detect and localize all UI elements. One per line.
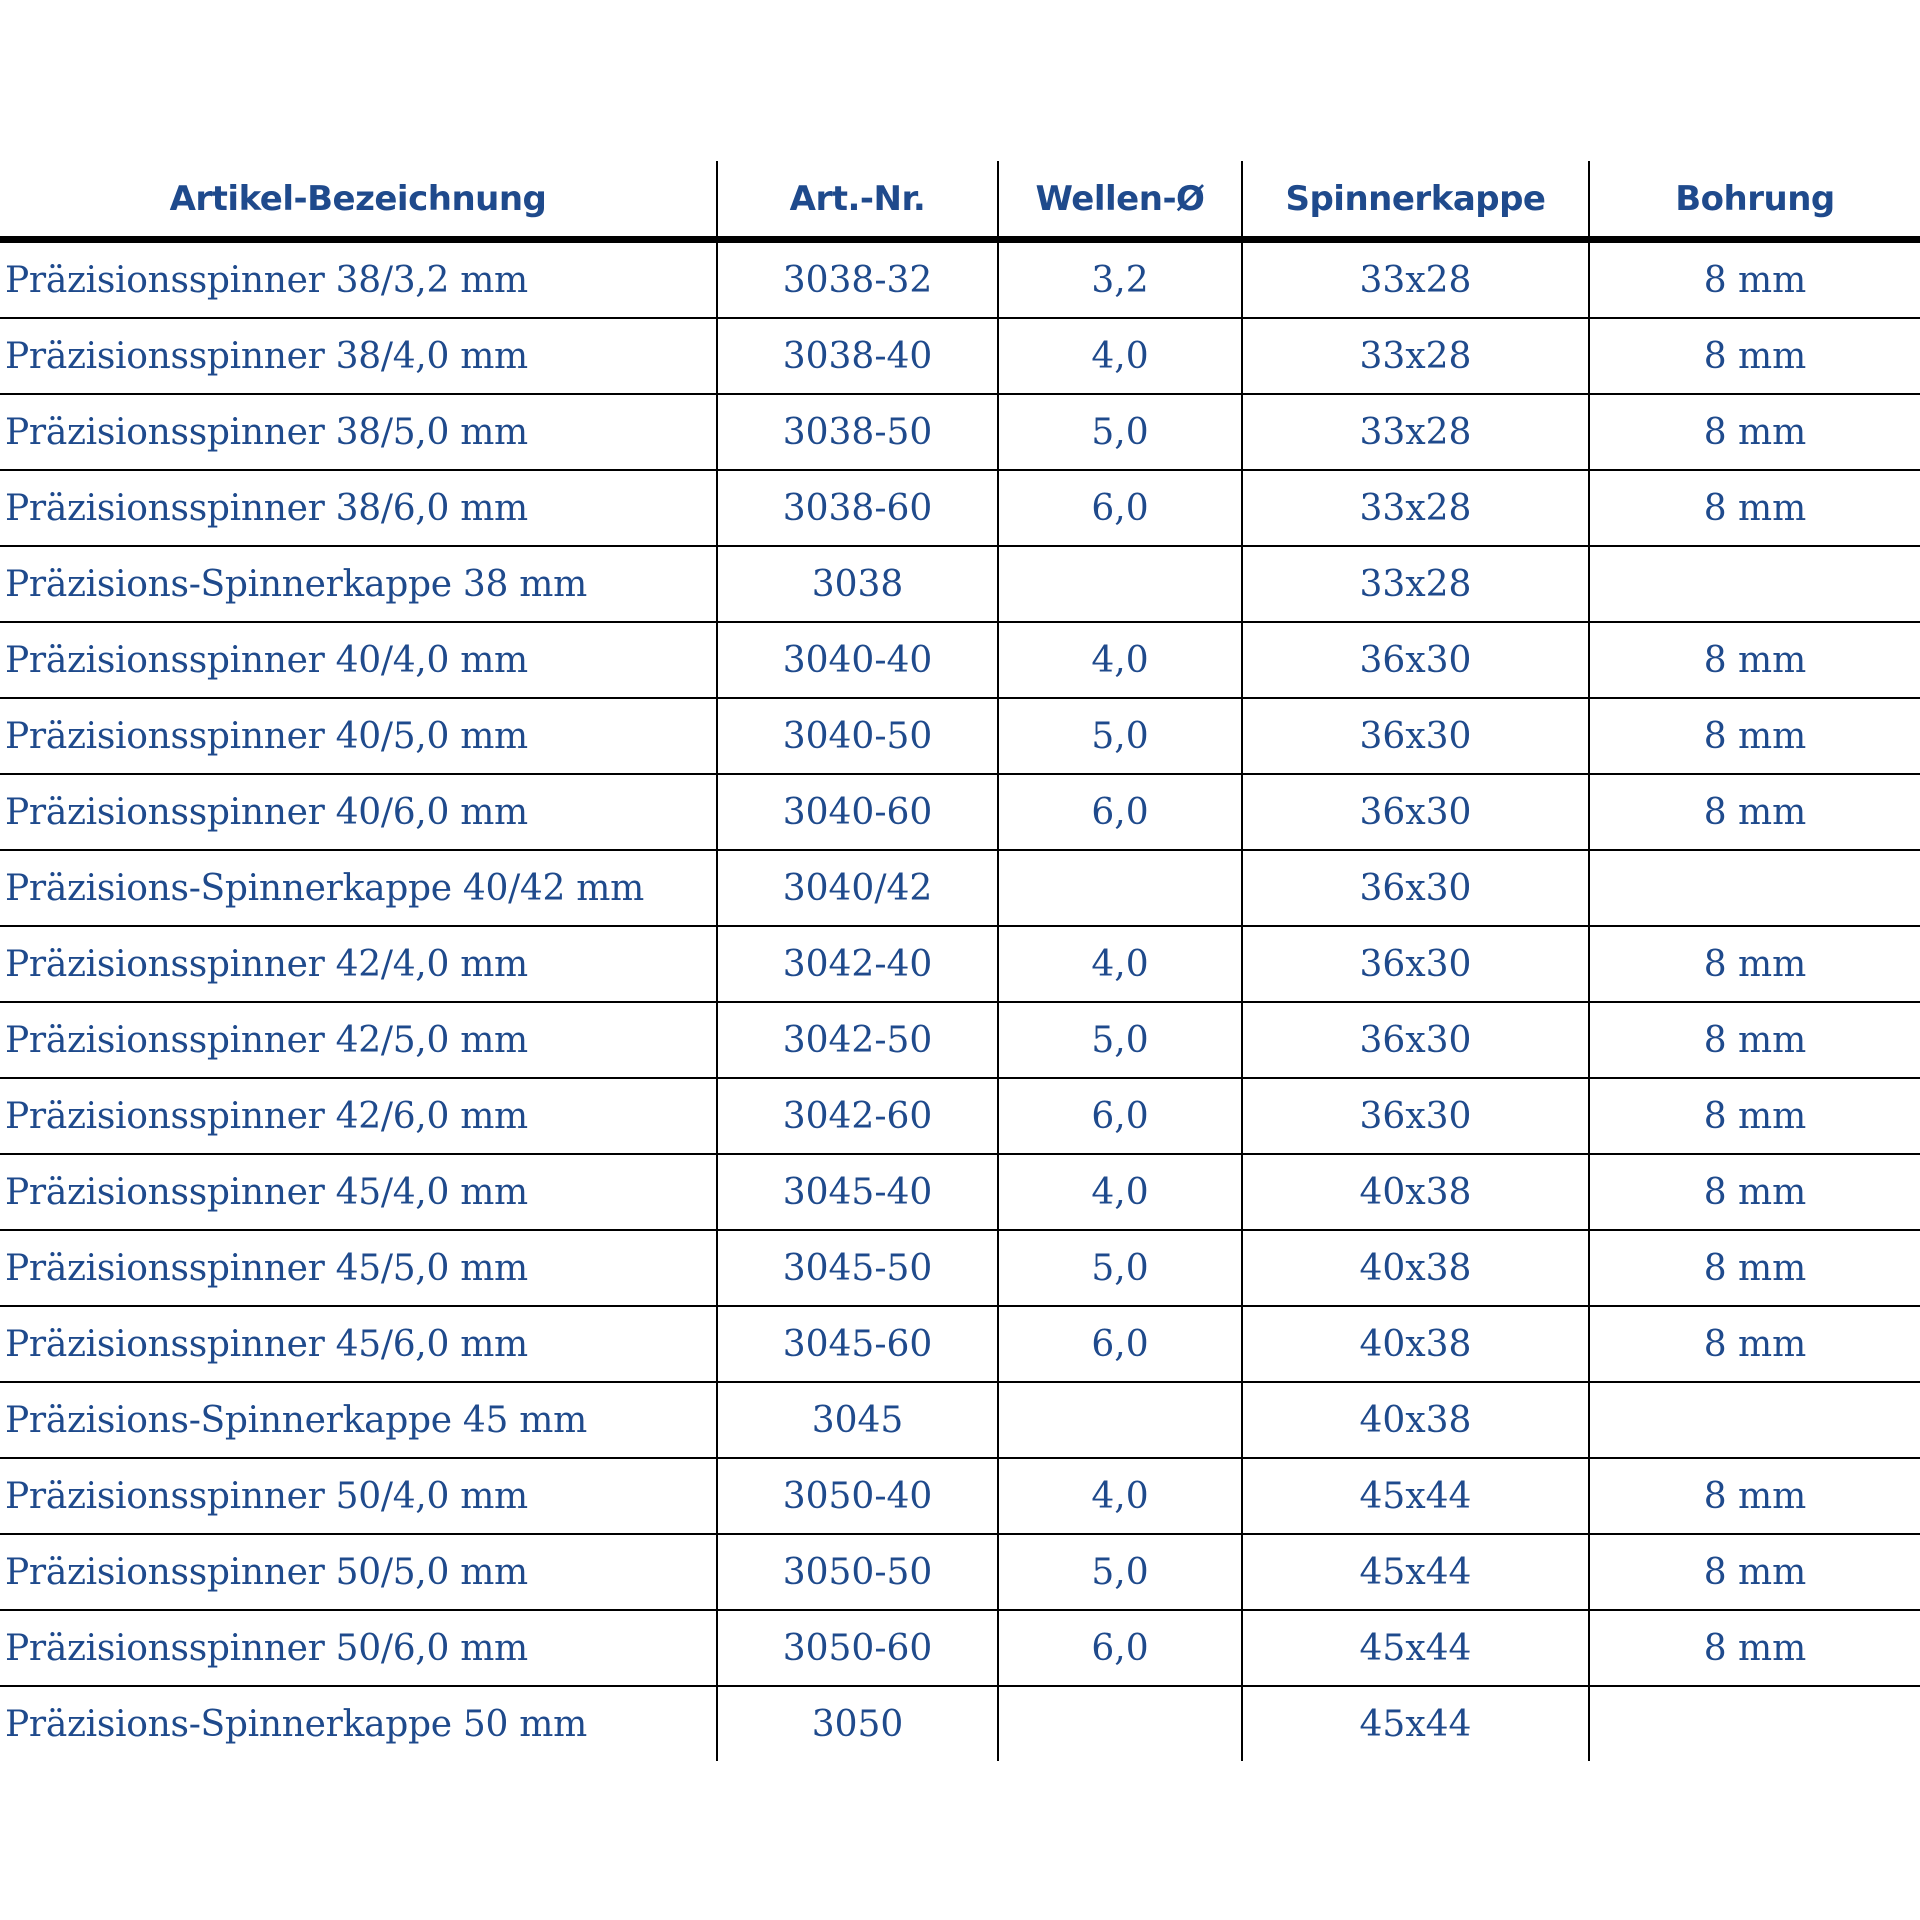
table-row [0,318,1920,394]
cell-spinner-cap: 33x28 [1242,318,1589,394]
table-row [0,1230,1920,1306]
cell-shaft-diameter: 5,0 [998,1534,1242,1610]
cell-article-name: Präzisionsspinner 38/4,0 mm [0,318,717,394]
header-article-number: Art.-Nr. [717,161,998,240]
cell-article-number: 3050-40 [717,1458,998,1534]
spinner-spec-table [0,161,1920,1761]
cell-spinner-cap: 45x44 [1242,1610,1589,1686]
cell-spinner-cap: 33x28 [1242,240,1589,319]
cell-article-name: Präzisionsspinner 38/5,0 mm [0,394,717,470]
cell-spinner-cap: 40x38 [1242,1306,1589,1382]
cell-article-name: Präzisionsspinner 45/5,0 mm [0,1230,717,1306]
cell-shaft-diameter: 5,0 [998,698,1242,774]
cell-bore: 8 mm [1589,1230,1920,1306]
cell-bore [1589,850,1920,926]
table-row [0,1306,1920,1382]
cell-bore: 8 mm [1589,1458,1920,1534]
cell-article-number: 3045-40 [717,1154,998,1230]
cell-bore: 8 mm [1589,774,1920,850]
header-row [0,161,1920,240]
cell-article-number: 3042-50 [717,1002,998,1078]
cell-spinner-cap: 36x30 [1242,850,1589,926]
cell-article-number: 3038-40 [717,318,998,394]
cell-article-number: 3050-60 [717,1610,998,1686]
cell-shaft-diameter [998,1382,1242,1458]
cell-spinner-cap: 33x28 [1242,394,1589,470]
cell-spinner-cap: 45x44 [1242,1686,1589,1761]
table-row [0,1686,1920,1761]
cell-shaft-diameter: 3,2 [998,240,1242,319]
table-row [0,926,1920,1002]
cell-bore: 8 mm [1589,1306,1920,1382]
cell-bore [1589,1686,1920,1761]
cell-article-name: Präzisionsspinner 42/4,0 mm [0,926,717,1002]
cell-article-number: 3050 [717,1686,998,1761]
cell-bore: 8 mm [1589,1002,1920,1078]
cell-shaft-diameter [998,1686,1242,1761]
cell-article-number: 3042-40 [717,926,998,1002]
cell-article-name: Präzisionsspinner 50/6,0 mm [0,1610,717,1686]
cell-article-number: 3040-40 [717,622,998,698]
table-row [0,546,1920,622]
cell-bore: 8 mm [1589,470,1920,546]
cell-article-number: 3040-60 [717,774,998,850]
table-row [0,622,1920,698]
table-row [0,1382,1920,1458]
cell-spinner-cap: 40x38 [1242,1154,1589,1230]
table-row [0,1154,1920,1230]
cell-article-name: Präzisions-Spinnerkappe 45 mm [0,1382,717,1458]
cell-spinner-cap: 45x44 [1242,1534,1589,1610]
table-body [0,240,1920,1762]
cell-bore: 8 mm [1589,318,1920,394]
table-row [0,240,1920,319]
cell-spinner-cap: 36x30 [1242,774,1589,850]
cell-article-name: Präzisions-Spinnerkappe 50 mm [0,1686,717,1761]
cell-spinner-cap: 40x38 [1242,1382,1589,1458]
header-spinner-cap: Spinnerkappe [1242,161,1589,240]
cell-bore: 8 mm [1589,926,1920,1002]
cell-article-number: 3050-50 [717,1534,998,1610]
cell-article-name: Präzisionsspinner 45/6,0 mm [0,1306,717,1382]
cell-article-number: 3038 [717,546,998,622]
cell-article-name: Präzisions-Spinnerkappe 38 mm [0,546,717,622]
cell-shaft-diameter: 5,0 [998,1230,1242,1306]
cell-article-name: Präzisionsspinner 42/6,0 mm [0,1078,717,1154]
cell-spinner-cap: 36x30 [1242,1002,1589,1078]
table-row [0,850,1920,926]
table-row [0,1534,1920,1610]
cell-shaft-diameter [998,546,1242,622]
cell-article-name: Präzisionsspinner 50/5,0 mm [0,1534,717,1610]
cell-spinner-cap: 36x30 [1242,622,1589,698]
cell-bore: 8 mm [1589,698,1920,774]
cell-article-name: Präzisionsspinner 40/5,0 mm [0,698,717,774]
cell-shaft-diameter: 6,0 [998,1078,1242,1154]
cell-article-number: 3045-50 [717,1230,998,1306]
table-row [0,394,1920,470]
cell-spinner-cap: 40x38 [1242,1230,1589,1306]
cell-article-name: Präzisions-Spinnerkappe 40/42 mm [0,850,717,926]
cell-bore: 8 mm [1589,1154,1920,1230]
cell-shaft-diameter: 6,0 [998,470,1242,546]
cell-article-name: Präzisionsspinner 50/4,0 mm [0,1458,717,1534]
cell-article-name: Präzisionsspinner 38/6,0 mm [0,470,717,546]
cell-bore [1589,546,1920,622]
header-shaft-diameter: Wellen-Ø [998,161,1242,240]
cell-shaft-diameter [998,850,1242,926]
header-bore: Bohrung [1589,161,1920,240]
cell-article-number: 3040/42 [717,850,998,926]
cell-shaft-diameter: 6,0 [998,774,1242,850]
table-row [0,1610,1920,1686]
table-row [0,1078,1920,1154]
table-row [0,774,1920,850]
table-row [0,1458,1920,1534]
cell-article-number: 3045 [717,1382,998,1458]
cell-article-number: 3040-50 [717,698,998,774]
cell-article-name: Präzisionsspinner 45/4,0 mm [0,1154,717,1230]
cell-bore: 8 mm [1589,1610,1920,1686]
header-article-name: Artikel-Bezeichnung [0,161,717,240]
cell-article-number: 3045-60 [717,1306,998,1382]
cell-article-number: 3038-32 [717,240,998,319]
cell-article-name: Präzisionsspinner 42/5,0 mm [0,1002,717,1078]
cell-bore: 8 mm [1589,1534,1920,1610]
cell-spinner-cap: 36x30 [1242,926,1589,1002]
cell-shaft-diameter: 4,0 [998,926,1242,1002]
cell-spinner-cap: 33x28 [1242,470,1589,546]
product-sheet [0,161,1920,1761]
cell-article-name: Präzisionsspinner 40/6,0 mm [0,774,717,850]
cell-article-name: Präzisionsspinner 38/3,2 mm [0,240,717,319]
cell-bore [1589,1382,1920,1458]
cell-shaft-diameter: 4,0 [998,1458,1242,1534]
cell-shaft-diameter: 5,0 [998,1002,1242,1078]
table-row [0,1002,1920,1078]
cell-bore: 8 mm [1589,1078,1920,1154]
cell-spinner-cap: 33x28 [1242,546,1589,622]
cell-shaft-diameter: 6,0 [998,1610,1242,1686]
cell-shaft-diameter: 4,0 [998,1154,1242,1230]
cell-shaft-diameter: 4,0 [998,318,1242,394]
cell-shaft-diameter: 6,0 [998,1306,1242,1382]
cell-shaft-diameter: 4,0 [998,622,1242,698]
cell-bore: 8 mm [1589,240,1920,319]
table-header [0,161,1920,240]
cell-spinner-cap: 36x30 [1242,698,1589,774]
cell-article-number: 3038-60 [717,470,998,546]
cell-spinner-cap: 36x30 [1242,1078,1589,1154]
table-row [0,470,1920,546]
cell-shaft-diameter: 5,0 [998,394,1242,470]
cell-article-number: 3042-60 [717,1078,998,1154]
cell-article-number: 3038-50 [717,394,998,470]
cell-article-name: Präzisionsspinner 40/4,0 mm [0,622,717,698]
table-row [0,698,1920,774]
cell-spinner-cap: 45x44 [1242,1458,1589,1534]
cell-bore: 8 mm [1589,394,1920,470]
cell-bore: 8 mm [1589,622,1920,698]
